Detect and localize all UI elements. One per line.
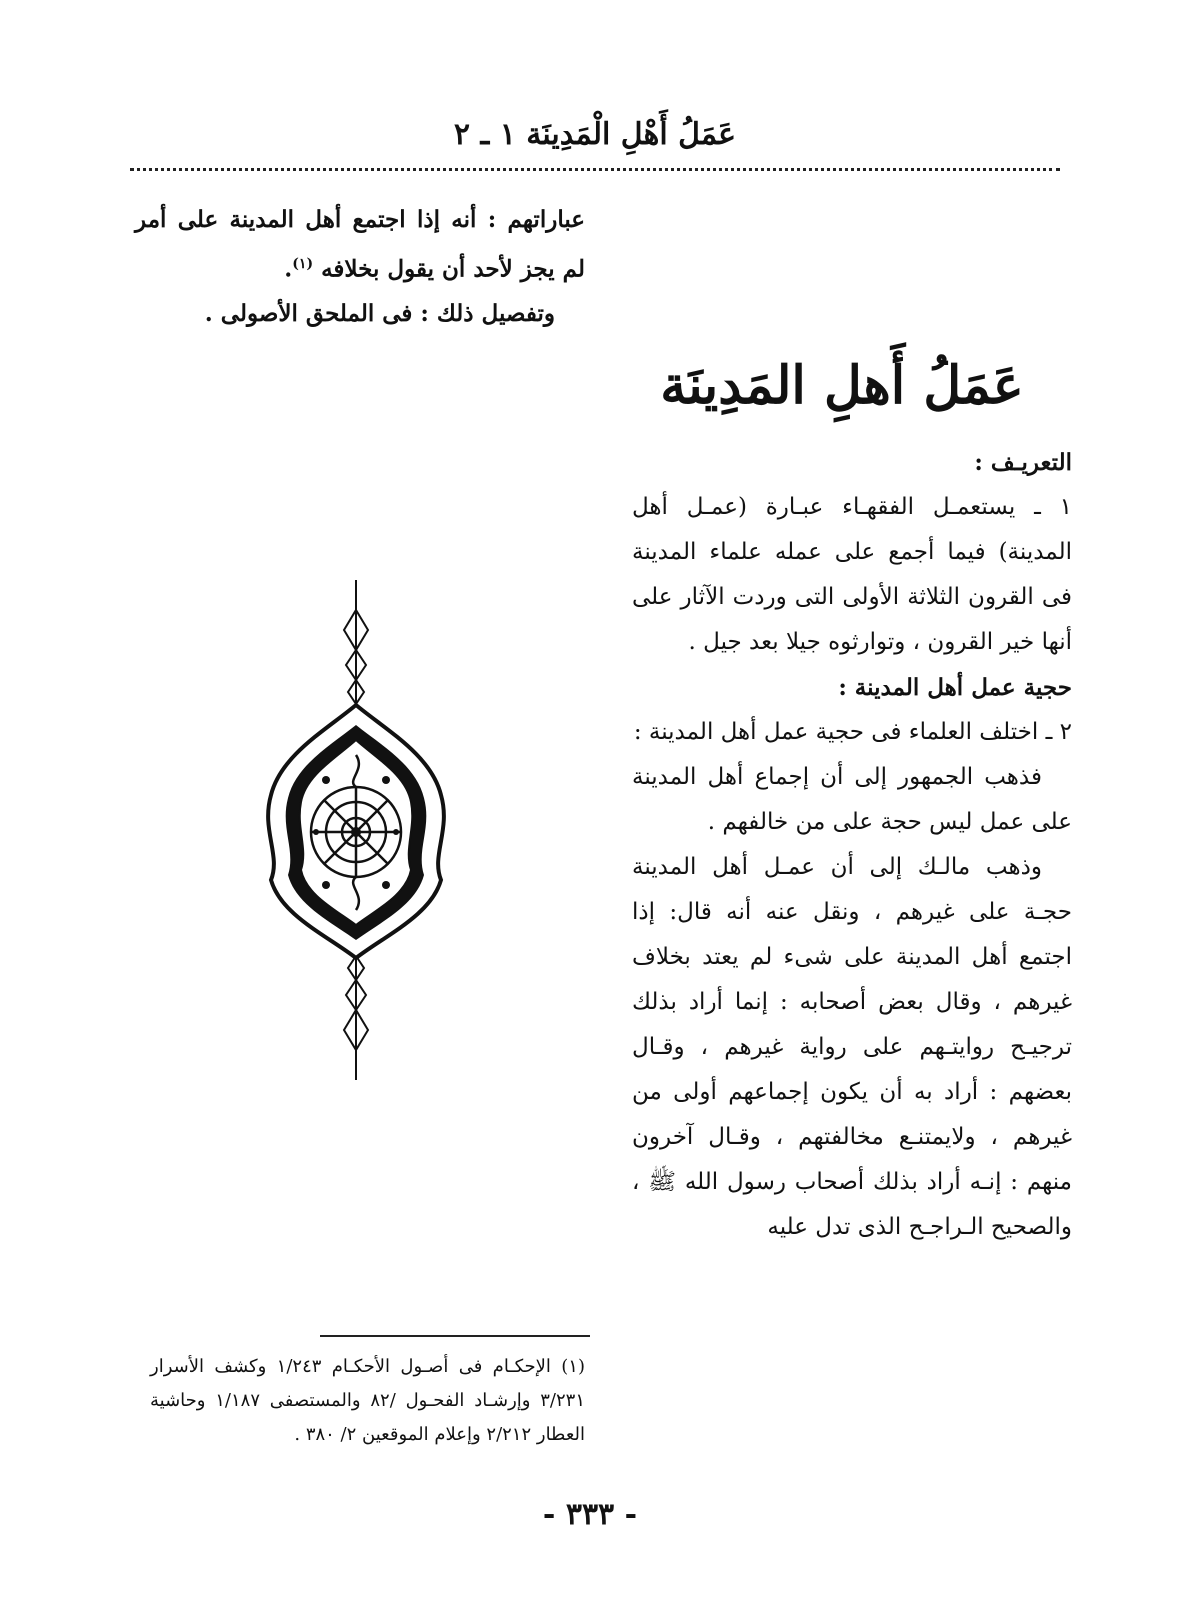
paragraph-disagreement: ٢ ـ اختلف العلماء فى حجية عمل أهل المدينة :	[633, 719, 1072, 745]
paragraph-majority: فذهب الجمهور إلى أن إجماع أهل المدينة على عمل ليس حجة على من خالفهم .	[632, 764, 1072, 835]
details-reference: وتفصيل ذلك : فى الملحق الأصولى .	[204, 299, 555, 327]
arabesque-medallion-ornament-icon	[256, 580, 456, 1080]
left-column	[135, 198, 585, 336]
article-title: عَمَلُ أَهلِ المَدِينَة	[660, 355, 1024, 416]
page-number: - ٣٣٣ -	[542, 1497, 638, 1532]
running-title: عَمَلُ أَهْلِ الْمَدِينَة ١ ـ ٢	[453, 117, 737, 152]
definition-heading: التعريـف :	[974, 449, 1072, 476]
proof-heading: حجية عمل أهل المدينة :	[838, 674, 1072, 701]
article-column	[632, 336, 1072, 1250]
footnote: (١) الإحكـام فى أصـول الأحكـام ١/٢٤٣ وكشف الأسرار ٣/٢٣١ وإرشـاد الفحـول /٨٢ والمستصفى ١/١٨٧ وحاشية العطار ٢/٢١٢ وإعلام الموقعين ٢/ ٣٨٠ .	[150, 1356, 585, 1445]
header-dotted-rule	[130, 168, 1060, 171]
footnote-separator	[320, 1335, 590, 1337]
paragraph-malik: وذهب مالـك إلى أن عمـل أهل المدينة حجـة على غيرهم ، ونقل عنه أنه قال: إذا اجتمع أهل المدينة على شىء لم يعتد بخلاف غيرهم ، وقال بعض أصحابه : إنما أراد بذلك ترجيـح روايتـهم على رواية غيرهم ، وقـال بعضهم : أراد به أن يكون إجماعهم أولى من غيرهم ، ولايمتنـع مخالفتهم ، وقـال آخرون منهم : إنـه أراد بذلك أصحاب رسول الله ﷺ ، والصحيح الـراجـح الذى تدل عليه	[632, 854, 1072, 1240]
footnote-marker: (١)	[292, 256, 314, 272]
continuation-text: عباراتهم : أنه إذا اجتمع أهل المدينة على أمر لم يجز لأحد أن يقول بخلافه $^{(١)}$.	[135, 206, 585, 283]
paragraph-definition: ١ ـ يستعمـل الفقهـاء عبـارة (عمـل أهل المدينة) فيما أجمع على عمله علماء المدينة فى القرون الثلاثة الأولى التى وردت الآثار على أنها خير القرون ، وتوارثوه جيلا بعد جيل .	[632, 494, 1072, 655]
